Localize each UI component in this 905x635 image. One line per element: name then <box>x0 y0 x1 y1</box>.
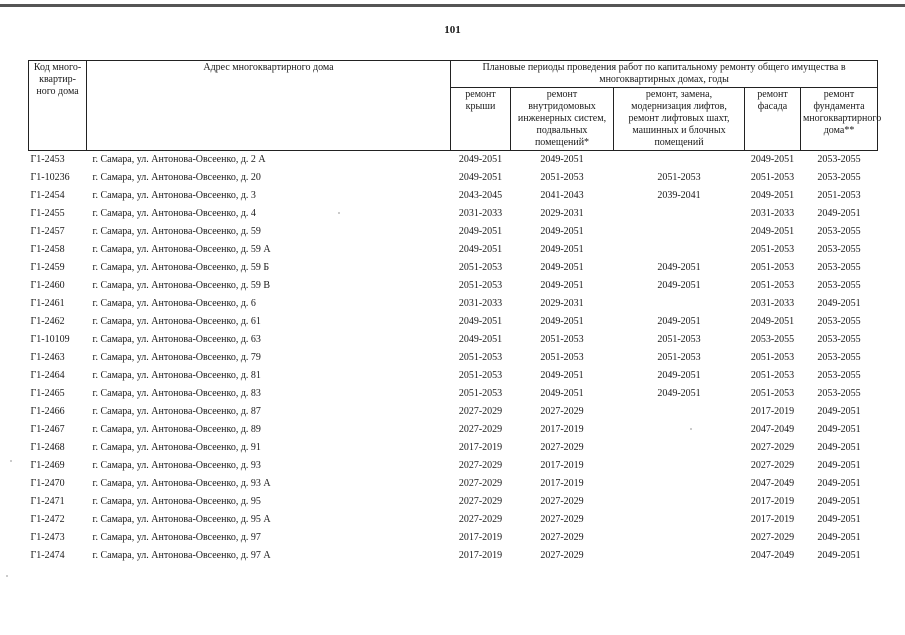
cell-facade: 2017-2019 <box>750 514 795 525</box>
cell-foundation: 2053-2055 <box>817 154 861 165</box>
cell-code: Г1-10236 <box>30 172 70 183</box>
cell-foundation: 2053-2055 <box>817 388 861 399</box>
cell-roof: 2027-2029 <box>458 478 503 489</box>
top-border-rule <box>0 4 905 7</box>
cell-elevators <box>614 547 745 565</box>
cell-roof: 2017-2019 <box>458 550 503 561</box>
cell-facade: 2053-2055 <box>750 334 795 345</box>
cell-code: Г1-2461 <box>30 298 65 309</box>
cell-facade: 2031-2033 <box>750 298 795 309</box>
cell-roof: 2051-2053 <box>458 370 503 381</box>
cell-roof: 2031-2033 <box>458 208 503 219</box>
cell-foundation: 2053-2055 <box>817 334 861 345</box>
table-row <box>29 259 878 277</box>
cell-systems: 2027-2029 <box>540 514 584 525</box>
cell-roof: 2027-2029 <box>458 424 503 435</box>
cell-code: Г1-2454 <box>30 190 65 201</box>
cell-elevators: 2049-2051 <box>657 388 701 399</box>
cell-address: г. Самара, ул. Антонова-Овсеенко, д. 20 <box>92 172 261 183</box>
cell-elevators <box>614 421 745 439</box>
cell-facade: 2051-2053 <box>750 388 795 399</box>
cell-address: г. Самара, ул. Антонова-Овсеенко, д. 4 <box>92 208 256 219</box>
cell-roof: 2049-2051 <box>458 226 503 237</box>
cell-address: г. Самара, ул. Антонова-Овсеенко, д. 59 Б <box>92 262 270 273</box>
cell-foundation: 2049-2051 <box>817 406 861 417</box>
header-facade: ремонт фасада <box>745 88 801 151</box>
cell-foundation: 2049-2051 <box>817 298 861 309</box>
cell-foundation: 2053-2055 <box>817 370 861 381</box>
repair-schedule-table <box>28 60 882 565</box>
cell-systems: 2017-2019 <box>540 460 584 471</box>
cell-elevators <box>614 457 745 475</box>
cell-code: Г1-2470 <box>30 478 65 489</box>
cell-roof: 2017-2019 <box>458 442 503 453</box>
cell-facade: 2051-2053 <box>750 370 795 381</box>
cell-code: Г1-2460 <box>30 280 65 291</box>
cell-foundation: 2049-2051 <box>817 532 861 543</box>
cell-roof: 2051-2053 <box>458 280 503 291</box>
cell-foundation: 2053-2055 <box>817 172 861 183</box>
cell-address: г. Самара, ул. Антонова-Овсеенко, д. 89 <box>92 424 261 435</box>
cell-elevators <box>614 241 745 259</box>
cell-roof: 2027-2029 <box>458 514 503 525</box>
cell-roof: 2051-2053 <box>458 388 503 399</box>
cell-facade: 2047-2049 <box>750 550 795 561</box>
cell-address: г. Самара, ул. Антонова-Овсеенко, д. 3 <box>92 190 256 201</box>
cell-systems: 2027-2029 <box>540 550 584 561</box>
table-row <box>29 277 878 295</box>
cell-roof: 2049-2051 <box>458 172 503 183</box>
table-row <box>29 385 878 403</box>
cell-code: Г1-2467 <box>30 424 65 435</box>
header-periods: Плановые периоды проведения работ по капитальному ремонту общего имущества в многоквартирных домах, годы <box>451 61 878 88</box>
cell-code: Г1-2464 <box>30 370 65 381</box>
scan-speck <box>10 460 12 462</box>
cell-facade: 2051-2053 <box>750 352 795 363</box>
cell-elevators <box>614 511 745 529</box>
cell-code: Г1-2463 <box>30 352 65 363</box>
cell-address: г. Самара, ул. Антонова-Овсеенко, д. 95 <box>92 496 261 507</box>
cell-foundation: 2053-2055 <box>817 280 861 291</box>
cell-facade: 2051-2053 <box>750 244 795 255</box>
cell-address: г. Самара, ул. Антонова-Овсеенко, д. 97 А <box>92 550 271 561</box>
cell-roof: 2051-2053 <box>458 262 503 273</box>
cell-address: г. Самара, ул. Антонова-Овсеенко, д. 95 А <box>92 514 271 525</box>
cell-facade: 2017-2019 <box>750 406 795 417</box>
cell-code: Г1-2474 <box>30 550 65 561</box>
page-number: 101 <box>444 24 461 36</box>
cell-facade: 2051-2053 <box>750 280 795 291</box>
cell-code: Г1-2473 <box>30 532 65 543</box>
table-row <box>29 493 878 511</box>
cell-foundation: 2053-2055 <box>817 352 861 363</box>
table-row <box>29 241 878 259</box>
cell-systems: 2049-2051 <box>540 262 584 273</box>
cell-facade: 2027-2029 <box>750 460 795 471</box>
cell-address: г. Самара, ул. Антонова-Овсеенко, д. 93 А <box>92 478 271 489</box>
scan-speck <box>338 212 340 214</box>
cell-code: Г1-2471 <box>30 496 65 507</box>
cell-facade: 2027-2029 <box>750 532 795 543</box>
cell-foundation: 2049-2051 <box>817 442 861 453</box>
cell-foundation: 2051-2053 <box>817 190 861 201</box>
table-row <box>29 547 878 565</box>
cell-roof: 2049-2051 <box>458 316 503 327</box>
cell-facade: 2049-2051 <box>750 190 795 201</box>
cell-elevators: 2049-2051 <box>657 262 701 273</box>
header-systems: ремонт внутридомовых инженерных систем, подвальных помещений* <box>511 88 614 151</box>
cell-facade: 2047-2049 <box>750 424 795 435</box>
cell-systems: 2029-2031 <box>540 298 584 309</box>
cell-foundation: 2049-2051 <box>817 424 861 435</box>
cell-systems: 2027-2029 <box>540 532 584 543</box>
cell-address: г. Самара, ул. Антонова-Овсеенко, д. 63 <box>92 334 261 345</box>
header-code: Код много-квартир-ного дома <box>29 61 87 151</box>
cell-systems: 2027-2029 <box>540 496 584 507</box>
cell-systems: 2049-2051 <box>540 280 584 291</box>
cell-code: Г1-2459 <box>30 262 65 273</box>
cell-elevators <box>614 529 745 547</box>
cell-code: Г1-2469 <box>30 460 65 471</box>
cell-roof: 2051-2053 <box>458 352 503 363</box>
table-row <box>29 367 878 385</box>
table-row <box>29 439 878 457</box>
cell-elevators <box>614 295 745 313</box>
table-row <box>29 511 878 529</box>
cell-facade: 2051-2053 <box>750 262 795 273</box>
cell-roof: 2027-2029 <box>458 406 503 417</box>
cell-address: г. Самара, ул. Антонова-Овсеенко, д. 59 В <box>92 280 271 291</box>
cell-code: Г1-2468 <box>30 442 65 453</box>
cell-foundation: 2053-2055 <box>817 316 861 327</box>
cell-facade: 2049-2051 <box>750 154 795 165</box>
cell-systems: 2049-2051 <box>540 388 584 399</box>
cell-code: Г1-2457 <box>30 226 65 237</box>
cell-foundation: 2049-2051 <box>817 208 861 219</box>
header-foundation: ремонт фундамента многоквартирного дома** <box>801 88 878 151</box>
cell-elevators <box>614 205 745 223</box>
cell-address: г. Самара, ул. Антонова-Овсеенко, д. 97 <box>92 532 261 543</box>
cell-roof: 2027-2029 <box>458 460 503 471</box>
cell-systems: 2017-2019 <box>540 478 584 489</box>
cell-foundation: 2049-2051 <box>817 550 861 561</box>
cell-facade: 2027-2029 <box>750 442 795 453</box>
cell-foundation: 2049-2051 <box>817 496 861 507</box>
scan-speck <box>6 575 8 577</box>
table-row <box>29 313 878 331</box>
cell-roof: 2043-2045 <box>458 190 503 201</box>
cell-elevators <box>614 403 745 421</box>
table-row <box>29 421 878 439</box>
cell-code: Г1-2453 <box>30 154 65 165</box>
cell-foundation: 2049-2051 <box>817 478 861 489</box>
table-row <box>29 475 878 493</box>
cell-address: г. Самара, ул. Антонова-Овсеенко, д. 87 <box>92 406 261 417</box>
header-address: Адрес многоквартирного дома <box>87 61 451 151</box>
cell-elevators: 2051-2053 <box>657 172 701 183</box>
cell-foundation: 2053-2055 <box>817 262 861 273</box>
cell-systems: 2017-2019 <box>540 424 584 435</box>
table-header <box>29 61 882 151</box>
cell-facade: 2051-2053 <box>750 172 795 183</box>
cell-systems: 2049-2051 <box>540 316 584 327</box>
cell-roof: 2017-2019 <box>458 532 503 543</box>
cell-address: г. Самара, ул. Антонова-Овсеенко, д. 59 <box>92 226 261 237</box>
cell-roof: 2031-2033 <box>458 298 503 309</box>
cell-facade: 2049-2051 <box>750 316 795 327</box>
cell-elevators <box>614 475 745 493</box>
cell-elevators <box>614 223 745 241</box>
cell-elevators <box>614 493 745 511</box>
cell-address: г. Самара, ул. Антонова-Овсеенко, д. 6 <box>92 298 256 309</box>
cell-code: Г1-2472 <box>30 514 65 525</box>
cell-roof: 2049-2051 <box>458 334 503 345</box>
table-body <box>29 151 878 566</box>
cell-code: Г1-2466 <box>30 406 65 417</box>
cell-systems: 2051-2053 <box>540 352 584 363</box>
header-elevators: ремонт, замена, модернизация лифтов, ремонт лифтовых шахт, машинных и блочных помещений <box>614 88 745 151</box>
table-row <box>29 529 878 547</box>
cell-facade: 2017-2019 <box>750 496 795 507</box>
cell-facade: 2047-2049 <box>750 478 795 489</box>
cell-systems: 2027-2029 <box>540 406 584 417</box>
cell-address: г. Самара, ул. Антонова-Овсеенко, д. 59 А <box>92 244 271 255</box>
table-row <box>29 457 878 475</box>
cell-systems: 2049-2051 <box>540 370 584 381</box>
cell-address: г. Самара, ул. Антонова-Овсеенко, д. 79 <box>92 352 261 363</box>
cell-code: Г1-2465 <box>30 388 65 399</box>
table-row <box>29 295 878 313</box>
cell-roof: 2049-2051 <box>458 244 503 255</box>
cell-foundation: 2053-2055 <box>817 226 861 237</box>
cell-foundation: 2053-2055 <box>817 244 861 255</box>
cell-elevators: 2049-2051 <box>657 280 701 291</box>
cell-address: г. Самара, ул. Антонова-Овсеенко, д. 83 <box>92 388 261 399</box>
table-row <box>29 331 878 349</box>
table-row <box>29 349 878 367</box>
cell-foundation: 2049-2051 <box>817 460 861 471</box>
cell-code: Г1-2455 <box>30 208 65 219</box>
table-row <box>29 151 878 170</box>
cell-facade: 2049-2051 <box>750 226 795 237</box>
cell-systems: 2049-2051 <box>540 154 584 165</box>
table-row <box>29 205 878 223</box>
table-row <box>29 169 878 187</box>
cell-elevators: 2049-2051 <box>657 316 701 327</box>
cell-code: Г1-2462 <box>30 316 65 327</box>
cell-elevators <box>614 151 745 170</box>
cell-code: Г1-2458 <box>30 244 65 255</box>
table-row <box>29 403 878 421</box>
cell-address: г. Самара, ул. Антонова-Овсеенко, д. 93 <box>92 460 261 471</box>
scan-speck <box>690 428 692 430</box>
cell-systems: 2041-2043 <box>540 190 584 201</box>
cell-systems: 2049-2051 <box>540 244 584 255</box>
cell-elevators: 2039-2041 <box>657 190 701 201</box>
cell-systems: 2049-2051 <box>540 226 584 237</box>
cell-elevators <box>614 439 745 457</box>
cell-systems: 2027-2029 <box>540 442 584 453</box>
cell-systems: 2051-2053 <box>540 334 584 345</box>
cell-elevators: 2049-2051 <box>657 370 701 381</box>
cell-elevators: 2051-2053 <box>657 334 701 345</box>
cell-address: г. Самара, ул. Антонова-Овсеенко, д. 81 <box>92 370 261 381</box>
cell-systems: 2051-2053 <box>540 172 584 183</box>
header-roof: ремонт крыши <box>451 88 511 151</box>
cell-roof: 2027-2029 <box>458 496 503 507</box>
cell-foundation: 2049-2051 <box>817 514 861 525</box>
cell-code: Г1-10109 <box>30 334 70 345</box>
cell-address: г. Самара, ул. Антонова-Овсеенко, д. 61 <box>92 316 261 327</box>
cell-elevators: 2051-2053 <box>657 352 701 363</box>
cell-facade: 2031-2033 <box>750 208 795 219</box>
cell-address: г. Самара, ул. Антонова-Овсеенко, д. 91 <box>92 442 261 453</box>
cell-address: г. Самара, ул. Антонова-Овсеенко, д. 2 А <box>92 154 266 165</box>
cell-systems: 2029-2031 <box>540 208 584 219</box>
cell-roof: 2049-2051 <box>458 154 503 165</box>
table-row <box>29 187 878 205</box>
table-row <box>29 223 878 241</box>
